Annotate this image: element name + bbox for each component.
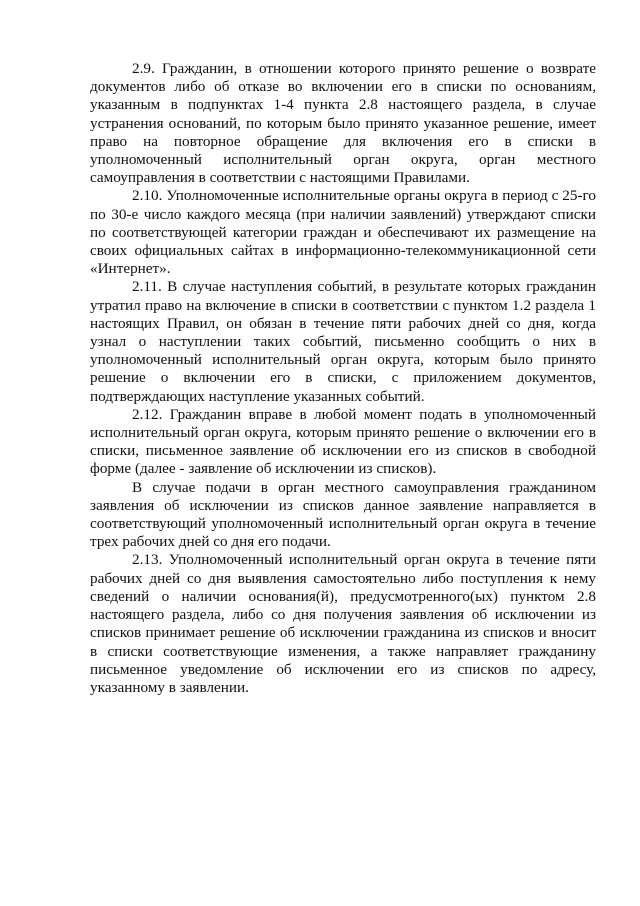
paragraph-2-12: 2.12. Гражданин вправе в любой момент подать в уполномоченный исполнительный орган округа, которым принято решение о включении его в списки, письменное заявление об исключении его из списков в свободной форме (далее - заявление об исключении из списков). xyxy=(90,405,596,478)
paragraph-2-9: 2.9. Гражданин, в отношении которого принято решение о возврате документов либо об отказе во включении его в списки по основаниям, указанным в подпунктах 1-4 пункта 2.8 настоящего раздела, в случае устранения оснований, по которым было принято указанное решение, имеет право на повторное обращение для включения его в списки в уполномоченный исполнительный орган округа, орган местного самоуправления в соответствии с настоящими Правилами. xyxy=(90,60,596,187)
paragraph-2-10: 2.10. Уполномоченные исполнительные органы округа в период с 25-го по 30-е число каждого месяца (при наличии заявлений) утверждают списки по соответствующей категории граждан и обеспечивают их размещение на своих официальных сайтах в информационно-телекоммуникационной сети «Интернет». xyxy=(90,187,596,278)
paragraph-2-12-continued: В случае подачи в орган местного самоуправления гражданином заявления об исключении из списков данное заявление направляется в соответствующий уполномоченный исполнительный орган округа в течение трех рабочих дней со дня его подачи. xyxy=(90,478,596,551)
paragraph-2-11: 2.11. В случае наступления событий, в результате которых гражданин утратил право на включение в списки в соответствии с пунктом 1.2 раздела 1 настоящих Правил, он обязан в течение пяти рабочих дней со дня, когда узнал о наступлении таких событий, письменно сообщить о них в уполномоченный исполнительный орган округа, которым было принято решение о включении его в списки, с приложением документов, подтверждающих наступление указанных событий. xyxy=(90,278,596,405)
document-page xyxy=(90,60,596,697)
paragraph-2-13: 2.13. Уполномоченный исполнительный орган округа в течение пяти рабочих дней со дня выявления самостоятельно либо поступления к нему сведений о наличии основания(й), предусмотренного(ых) пунктом 2.8 настоящего раздела, либо со дня получения заявления об исключении из списков принимает решение об исключении гражданина из списков и вносит в списки соответствующие изменения, а также направляет гражданину письменное уведомление об исключении его из списков по адресу, указанному в заявлении. xyxy=(90,551,596,696)
